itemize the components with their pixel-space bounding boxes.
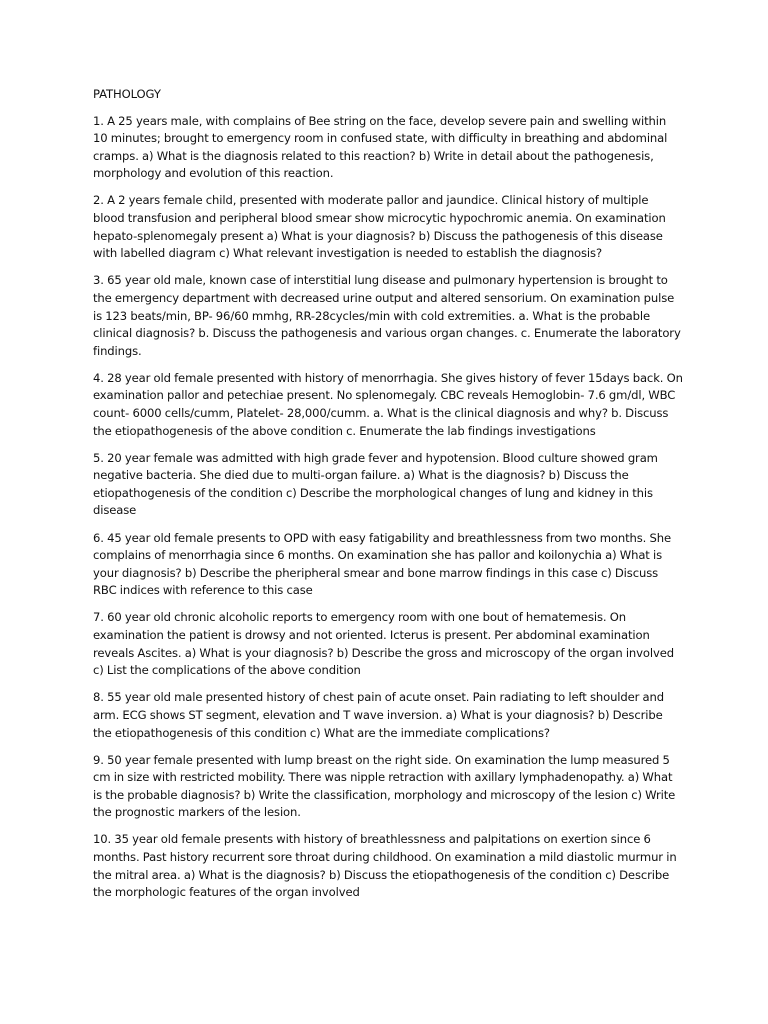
question-9: 9. 50 year female presented with lump breast on the right side. On examination the lump measured 5 cm in size with restricted mobility. There was nipple retraction with axillary lymphadenopathy. a) What is the probable diagnosis? b) Write the classification, morphology and microscopy of the lesion c) Write the prognostic markers of the lesion. xyxy=(93,752,676,820)
document-page xyxy=(93,86,683,911)
question-3: 3. 65 year old male, known case of interstitial lung disease and pulmonary hypertension is brought to the emergency department with decreased urine output and altered sensorium. On examination pulse is 123 beats/min, BP- 96/60 mmhg, RR-28cycles/min with cold extremities. a. What is the probable clinical diagnosis? b. Discuss the pathogenesis and various organ changes. c. Enumerate the laboratory findings. xyxy=(93,273,681,358)
question-5: 5. 20 year female was admitted with high grade fever and hypotension. Blood culture showed gram negative bacteria. She died due to multi-organ failure. a) What is the diagnosis? b) Discuss the etiopathogenesis of the condition c) Describe the morphological changes of lung and kidney in this disease xyxy=(93,450,658,518)
document-title: PATHOLOGY xyxy=(93,87,161,101)
question-2: 2. A 2 years female child, presented with moderate pallor and jaundice. Clinical history of multiple blood transfusion and peripheral blood smear show microcytic hypochromic anemia. On examination hepato-splenomegaly present a) What is your diagnosis? b) Discuss the pathogenesis of this disease with labelled diagram c) What relevant investigation is needed to establish the diagnosis? xyxy=(93,193,666,261)
question-8: 8. 55 year old male presented history of chest pain of acute onset. Pain radiating to left shoulder and arm. ECG shows ST segment, elevation and T wave inversion. a) What is your diagnosis? b) Describe the etiopathogenesis of this condition c) What are the immediate complications? xyxy=(93,690,665,740)
question-6: 6. 45 year old female presents to OPD with easy fatigability and breathlessness from two months. She complains of menorrhagia since 6 months. On examination she has pallor and koilonychia a) What is your diagnosis? b) Describe the pheripheral smear and bone marrow findings in this case c) Discuss RBC indices with reference to this case xyxy=(93,530,671,598)
question-7: 7. 60 year old chronic alcoholic reports to emergency room with one bout of hematemesis. On examination the patient is drowsy and not oriented. Icterus is present. Per abdominal examination reveals Ascites. a) What is your diagnosis? b) Describe the gross and microscopy of the organ involved c) List the complications of the above condition xyxy=(93,610,674,678)
question-1: 1. A 25 years male, with complains of Bee string on the face, develop severe pain and swelling within 10 minutes; brought to emergency room in confused state, with difficulty in breathing and abdominal cramps. a) What is the diagnosis related to this reaction? b) Write in detail about the pathogenesis, morphology and evolution of this reaction. xyxy=(93,113,668,181)
question-10: 10. 35 year old female presents with history of breathlessness and palpitations on exertion since 6 months. Past history recurrent sore throat during childhood. On examination a mild diastolic murmur in the mitral area. a) What is the diagnosis? b) Discuss the etiopathogenesis of the condition c) Describe the morphologic features of the organ involved xyxy=(93,832,677,900)
question-4: 4. 28 year old female presented with history of menorrhagia. She gives history of fever 15days back. On examination pallor and petechiae present. No splenomegaly. CBC reveals Hemoglobin- 7.6 gm/dl, WBC count- 6000 cells/cumm, Platelet- 28,000/cumm. a. What is the clinical diagnosis and why? b. Discuss the etiopathogenesis of the above condition c. Enumerate the lab findings investigations xyxy=(93,370,683,438)
